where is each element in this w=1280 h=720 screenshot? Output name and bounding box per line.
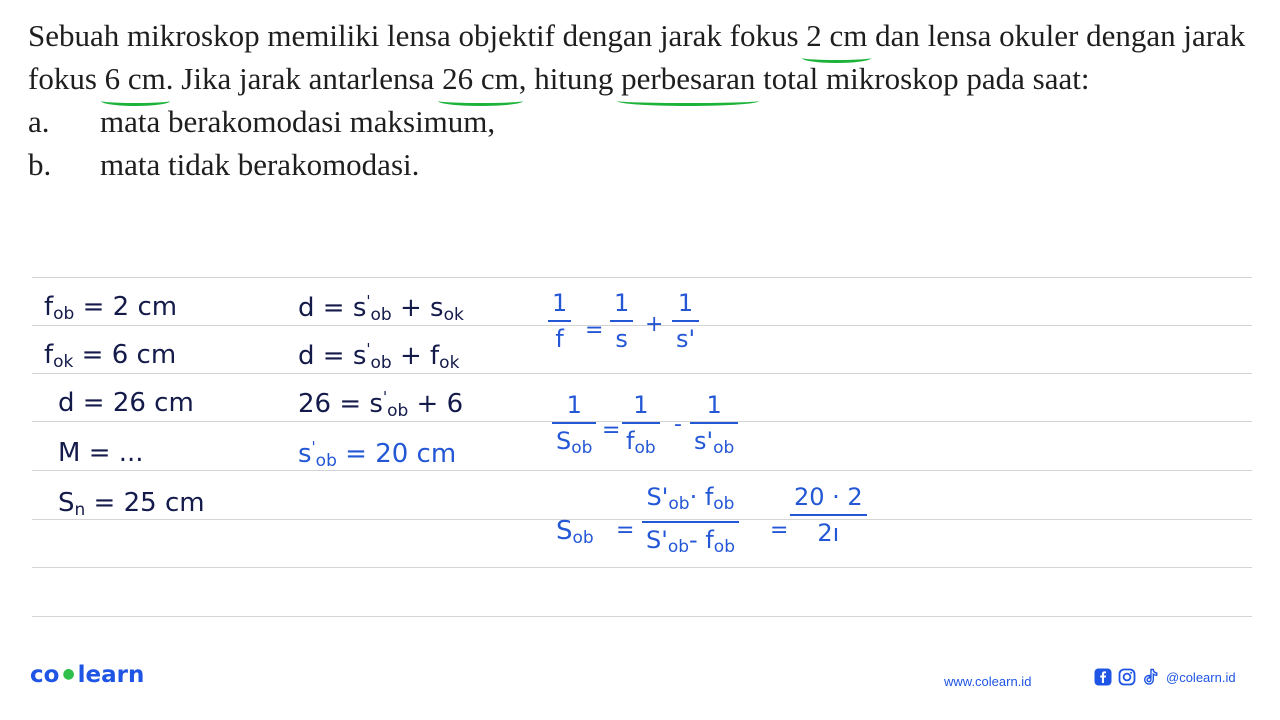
social-handle[interactable]: @colearn.id: [1166, 669, 1236, 685]
given-sn: $S_n = 25$ cm: [58, 488, 205, 520]
plus-sign: +: [645, 312, 664, 337]
option-text: mata berakomodasi maksimum,: [100, 104, 496, 139]
colearn-logo: co ● learn: [30, 662, 145, 688]
option-label: a.: [28, 104, 50, 139]
instagram-icon[interactable]: [1118, 668, 1136, 686]
minus-sign: -: [674, 412, 682, 437]
fraction-1-fob: 1 $f_{ob}$: [622, 390, 660, 463]
underlined-value: 26 cm: [442, 57, 519, 100]
underlined-value: 6 cm: [105, 57, 166, 100]
fraction-1-sob-prime: 1 $s'_{ob}$: [690, 390, 738, 463]
fraction-sob-expression: $S'_{ob}\cdot f_{ob}$ $S'_{ob}-$ $f_{ob}$: [642, 482, 739, 562]
underlined-value: perbesaran: [621, 57, 755, 100]
ruled-line: [32, 325, 1252, 326]
option-text: mata tidak berakomodasi.: [100, 147, 420, 182]
option-label: b.: [28, 147, 52, 182]
facebook-icon[interactable]: [1094, 668, 1112, 686]
social-links: [1094, 668, 1236, 686]
tiktok-icon[interactable]: [1142, 668, 1158, 686]
equals-sign: =: [602, 418, 621, 443]
equals-sign: =: [616, 518, 635, 543]
question-text: [28, 14, 1258, 186]
result-sob-prime: $s'_{ob} = 20$ cm: [298, 438, 457, 471]
fraction-1-f: 1 f: [548, 288, 571, 354]
question-paragraph: [28, 14, 1258, 100]
option-a: [28, 100, 1258, 143]
question-segment: total mikroskop pada saat:: [755, 61, 1090, 96]
equals-sign: =: [770, 518, 789, 543]
fraction-1-s: 1 s: [610, 288, 633, 354]
fraction-numeric: 20 · 2 2ı: [790, 482, 867, 548]
fraction-1-sob: 1 $S_{ob}$: [552, 390, 596, 463]
eq-d-2: $d = s'_{ob} + f_{ok}$: [298, 340, 460, 373]
question-segment: dan lensa okuler dengan jarak fokus: [28, 18, 1246, 96]
ruled-line: [32, 470, 1252, 471]
ruled-line: [32, 616, 1252, 617]
eq-d-3: $26 = s'_{ob} + 6$: [298, 388, 464, 421]
asked-m: M = ...: [58, 438, 144, 468]
fraction-1-s-prime: 1 s': [672, 288, 699, 354]
question-segment: Sebuah mikroskop memiliki lensa objektif dengan jarak fokus: [28, 18, 807, 53]
underlined-value: 2 cm: [806, 14, 867, 57]
question-segment: . Jika jarak antarlensa: [165, 61, 443, 96]
eq-d-1: $d = s'_{ob} + s_{ok}$: [298, 292, 464, 325]
ruled-line: [32, 277, 1252, 278]
given-fob: $f_{ob} = 2$ cm: [44, 292, 178, 324]
given-fok: $f_{ok} = 6$ cm: [44, 340, 177, 372]
equals-sign: =: [585, 318, 604, 343]
given-d: d = 26 cm: [58, 388, 194, 418]
option-b: [28, 143, 1258, 186]
website-url[interactable]: www.colearn.id: [944, 674, 1032, 689]
ruled-line: [32, 373, 1252, 374]
sob-lhs: $S_{ob}$: [556, 516, 594, 548]
question-segment: , hitung: [518, 61, 622, 96]
ruled-line: [32, 567, 1252, 568]
